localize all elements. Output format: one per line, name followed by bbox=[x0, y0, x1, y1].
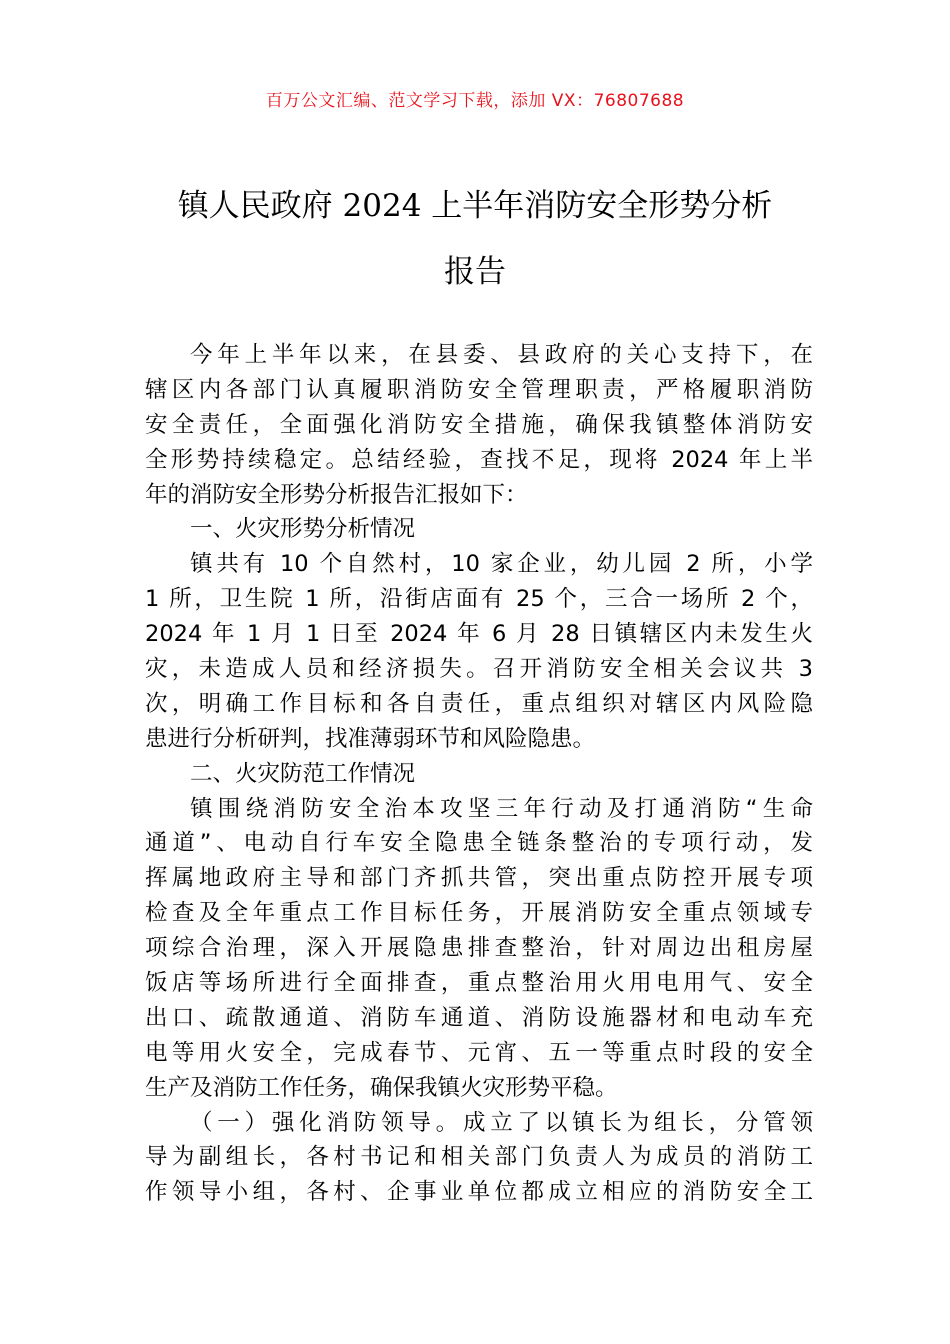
body-line: 全形势持续稳定。总结经验，查找不足，现将 2024 年上半 bbox=[145, 446, 813, 473]
body-line: 灾，未造成人员和经济损失。召开消防安全相关会议共 3 bbox=[145, 656, 813, 683]
body-line: 导为副组长，各村书记和相关部门负责人为成员的消防工 bbox=[145, 1144, 813, 1171]
body-line: 通道”、电动自行车安全隐患全链条整治的专项行动，发 bbox=[145, 830, 813, 857]
body-line: （一）强化消防领导。成立了以镇长为组长，分管领 bbox=[190, 1109, 813, 1136]
body-line: 镇围绕消防安全治本攻坚三年行动及打通消防“生命 bbox=[190, 795, 813, 822]
section-heading: 二、火灾防范工作情况 bbox=[190, 760, 416, 787]
body-line: 次，明确工作目标和各自责任，重点组织对辖区内风险隐 bbox=[145, 690, 813, 717]
body-line: 项综合治理，深入开展隐患排查整治，针对周边出租房屋 bbox=[145, 935, 813, 962]
body-line: 饭店等场所进行全面排查，重点整治用火用电用气、安全 bbox=[145, 970, 813, 997]
body-line: 电等用火安全，完成春节、元宵、五一等重点时段的安全 bbox=[145, 1039, 813, 1066]
body-line: 患进行分析研判，找准薄弱环节和风险隐患。 bbox=[145, 725, 596, 752]
body-line: 辖区内各部门认真履职消防安全管理职责，严格履职消防 bbox=[145, 376, 813, 403]
header-note: 百万公文汇编、范文学习下载，添加 VX：76807688 bbox=[265, 91, 685, 111]
body-line: 镇共有 10 个自然村，10 家企业，幼儿园 2 所，小学 bbox=[190, 551, 813, 578]
body-line: 挥属地政府主导和部门齐抓共管，突出重点防控开展专项 bbox=[145, 865, 813, 892]
body-line: 出口、疏散通道、消防车通道、消防设施器材和电动车充 bbox=[145, 1004, 813, 1031]
body-line: 作领导小组，各村、企事业单位都成立相应的消防安全工 bbox=[145, 1179, 813, 1206]
document-title-line-1: 镇人民政府 2024 上半年消防安全形势分析 bbox=[177, 188, 773, 224]
section-heading: 一、火灾形势分析情况 bbox=[190, 516, 416, 543]
body-line: 1 所，卫生院 1 所，沿街店面有 25 个，三合一场所 2 个， bbox=[145, 586, 813, 613]
document-body bbox=[145, 338, 813, 1210]
body-line: 今年上半年以来，在县委、县政府的关心支持下，在 bbox=[190, 342, 813, 368]
body-line: 安全责任，全面强化消防安全措施，确保我镇整体消防安 bbox=[145, 411, 813, 438]
document-title-line-2: 报告 bbox=[444, 254, 506, 290]
body-line: 检查及全年重点工作目标任务，开展消防安全重点领域专 bbox=[145, 900, 813, 927]
body-line: 年的消防安全形势分析报告汇报如下： bbox=[145, 481, 528, 508]
body-line: 2024 年 1 月 1 日至 2024 年 6 月 28 日镇辖区内未发生火 bbox=[145, 621, 813, 648]
body-line: 生产及消防工作任务，确保我镇火灾形势平稳。 bbox=[145, 1074, 618, 1101]
